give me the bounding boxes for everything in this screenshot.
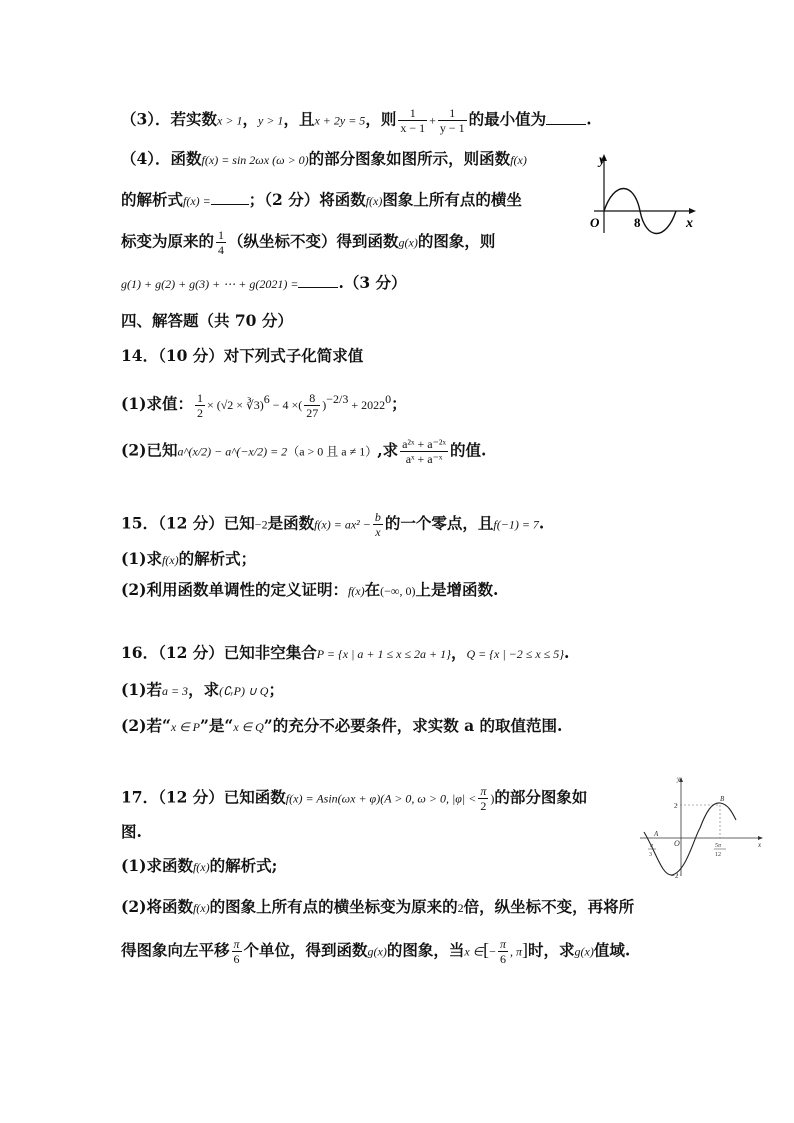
question-4-line-2: 的解析式f(x) = ；（2 分）将函数f(x)图象上所有点的横坐 <box>121 190 522 209</box>
question-15-part-1: (1)求f(x)的解析式； <box>121 549 257 568</box>
y-axis-label: y <box>599 153 606 168</box>
y-axis-label: y <box>677 775 681 783</box>
answer-blank <box>546 110 586 125</box>
fraction: $\frac{\text{a²ˣ + a⁻²ˣ}}{\text{aˣ + a⁻ˣ}}$ <box>402 437 446 466</box>
x-left-num: π <box>650 843 654 849</box>
question-14-part-2: (2)已知a^(x/2) − a^(−x/2) = 2（a > 0 且 a ≠ 1）,求 $\frac{\text{a²ˣ + a⁻²ˣ}}{\text{aˣ + a⁻ˣ}}$ 的值. <box>121 437 487 466</box>
question-15-part-2: (2)利用函数单调性的定义证明：f(x)在(−∞, 0)上是增函数. <box>121 580 499 599</box>
fraction: $\frac{1}{2}$ <box>196 390 203 420</box>
sine-graph-figure <box>578 148 702 238</box>
fraction: $\frac{\pi}{6}$ <box>233 937 240 966</box>
y-max-label: 2 <box>674 802 678 810</box>
question-17-part-2: (2)将函数f(x)的图象上所有点的横坐标变为原来的2倍，纵坐标不变，再将所 <box>121 897 635 916</box>
x-axis-label: x <box>686 216 693 231</box>
point-b-label: B <box>720 795 725 803</box>
question-14-head: 14．（10 分）对下列式子化简求值 <box>121 346 364 365</box>
sinusoid-graph-figure <box>636 772 766 882</box>
fraction: $\frac{1}{4}$ <box>218 228 225 257</box>
question-16-part-1: (1)若a = 3，求(∁ᵣP) ∪ Q； <box>121 680 284 699</box>
fraction: $\frac{\pi}{2}$ <box>480 784 487 813</box>
y-min-label: −2 <box>671 872 679 880</box>
question-15-head: 15．（12 分）已知−2是函数f(x) = ax² − $\frac{b}{x}$ 的一个零点，且f(−1) = 7. <box>121 510 545 539</box>
question-17-part-1: (1)求函数f(x)的解析式; <box>121 856 278 875</box>
x-axis-arrow <box>758 836 763 840</box>
question-14-part-1: (1)求值： $\frac{1}{2}$ × (√2 × ∛3)$^6$ − 4 ×( $\frac{8}{27}$ )$^{-2/3} + 2022^0$； <box>121 390 407 420</box>
answer-blank <box>211 190 249 205</box>
tick-label: 8 <box>634 215 641 230</box>
section-heading: 四、解答题（共 70 分） <box>121 311 293 330</box>
fraction: $\frac{\pi}{6}$ <box>499 937 506 966</box>
origin-label: O <box>674 839 680 848</box>
x-right-den: 12 <box>715 852 721 858</box>
x-axis-arrow <box>689 208 696 214</box>
answer-blank <box>298 273 338 288</box>
question-16-head: 16．（12 分）已知非空集合P = {x | a + 1 ≤ x ≤ 2a + 1}，Q = {x | −2 ≤ x ≤ 5}. <box>121 643 570 662</box>
question-17-head-line-2: 图. <box>121 822 142 841</box>
question-17-head: 17．（12 分）已知函数f(x) = Asin(ωx + φ)(A > 0, ω > 0, |φ| < $\frac{\pi}{2}$ )的部分图象如 <box>121 784 588 813</box>
fraction: $\frac{8}{27}$ <box>306 390 319 420</box>
question-17-part-2-line-2: 得图象向左平移 $\frac{\pi}{6}$ 个单位，得到函数g(x)的图象，当x ∈[− $\frac{\pi}{6}$ , π]时，求g(x)值域. <box>121 937 631 966</box>
sinusoid-curve <box>644 803 736 875</box>
question-4-line-1: （4）．函数f(x) = sin 2ωx (ω > 0)的部分图象如图所示，则函数f(x) <box>121 149 527 168</box>
question-3: （3）．若实数x > 1，y > 1，且x + 2y = 5，则 $\frac{1}{x - 1}$ + $\frac{1}{y - 1}$ 的最小值为 . <box>121 106 592 135</box>
x-axis-label: x <box>758 841 762 849</box>
fraction: $\frac{b}{x}$ <box>374 510 381 539</box>
question-4-line-3: 标变为原来的 $\frac{1}{4}$ （纵坐标不变）得到函数g(x)的图象，则 <box>121 228 496 257</box>
point-a-label: A <box>654 830 659 838</box>
origin-label: O <box>590 215 600 230</box>
x-right-num: 5π <box>715 843 722 849</box>
fraction: $\frac{1}{y - 1}$ <box>439 106 465 135</box>
x-left-den: 3 <box>649 852 652 858</box>
fraction: $\frac{1}{x - 1}$ <box>400 106 426 135</box>
question-16-part-2: (2)若“x ∈ P”是“x ∈ Q”的充分不必要条件，求实数 a 的取值范围. <box>121 716 563 735</box>
question-4-line-4: g(1) + g(2) + g(3) + ⋯ + g(2021) = .（3 分） <box>121 273 407 292</box>
